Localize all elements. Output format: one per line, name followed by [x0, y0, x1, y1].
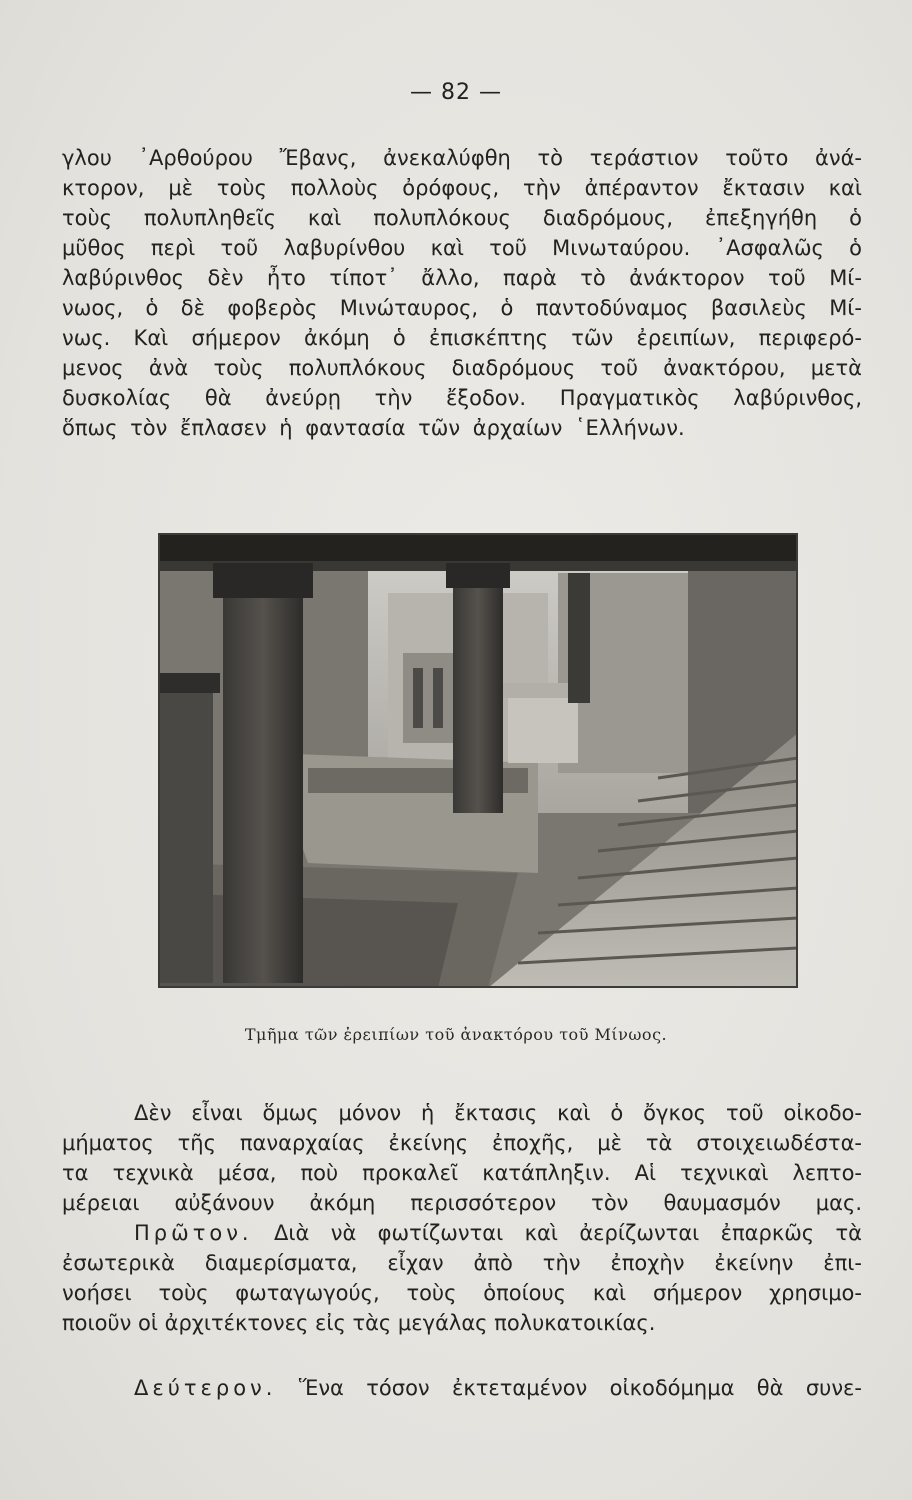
text-line: νοήσει τοὺς φωταγωγούς, τοὺς ὁποίους καὶ σήμερον χρησιμο- [62, 1281, 862, 1305]
figure-caption: Τμῆμα τῶν ἐρειπίων τοῦ ἀνακτόρου τοῦ Μίνωος. [244, 1025, 668, 1044]
text-line: ποιοῦν οἱ ἀρχιτέκτονες εἰς τὰς μεγάλας πολυκατοικίας. [62, 1311, 656, 1335]
lead-word-second: Δεύτερον. [134, 1376, 277, 1400]
page-number: — 82 — [410, 80, 502, 105]
text-line: κτορον, μὲ τοὺς πολλοὺς ὀρόφους, τὴν ἀπέραντον ἔκτασιν καὶ [62, 176, 862, 200]
palace-ruins-illustration [158, 533, 798, 988]
text-fragment: Διὰ νὰ φωτίζωνται καὶ ἀερίζωνται ἐπαρκῶς τὰ [274, 1221, 862, 1245]
text-line: λαβύρινθος δὲν ἦτο τίποτ᾿ ἄλλο, παρὰ τὸ ἀνάκτορον τοῦ Μί- [62, 266, 862, 290]
text-line [62, 1373, 862, 1403]
text-line: μήματος τῆς παναρχαίας ἐκείνης ἐποχῆς, μὲ τὰ στοιχειωδέστα- [62, 1131, 862, 1155]
text-line: ὅπως τὸν ἔπλασεν ἡ φαντασία τῶν ἀρχαίων ῾Ελλήνων. [62, 416, 685, 440]
text-line: δυσκολίας θὰ ἀνεύρῃ τὴν ἔξοδον. Πραγματικὸς λαβύρινθος, [62, 386, 862, 410]
paragraph-second-point [62, 1373, 862, 1403]
text-line [62, 1218, 862, 1248]
text-line: τα τεχνικὰ μέσα, ποὺ προκαλεῖ κατάπληξιν. Αἱ τεχνικαὶ λεπτο- [62, 1161, 862, 1185]
text-line: Δὲν εἶναι ὅμως μόνον ἡ ἔκτασις καὶ ὁ ὄγκος τοῦ οἰκοδο- [134, 1101, 862, 1125]
text-line: νωος, ὁ δὲ φοβερὸς Μινώταυρος, ὁ παντοδύναμος βασιλεὺς Μί- [62, 296, 862, 320]
lead-word-first: Πρῶτον. [134, 1221, 253, 1245]
text-line: τοὺς πολυπληθεῖς καὶ πολυπλόκους διαδρόμους, ἐπεξηγήθη ὁ [62, 206, 862, 230]
text-line: μέρειαι αὐξάνουν ἀκόμη περισσότερον τὸν θαυμασμόν μας. [62, 1191, 862, 1215]
text-fragment: Ἕνα τόσον ἐκτεταμένον οἰκοδόμημα θὰ συνε- [298, 1376, 862, 1400]
text-line: ἐσωτερικὰ διαμερίσματα, εἶχαν ἀπὸ τὴν ἐποχὴν ἐκείνην ἐπι- [62, 1251, 862, 1275]
text-line: νως. Καὶ σήμερον ἀκόμη ὁ ἐπισκέπτης τῶν ἐρειπίων, περιφερό- [62, 326, 862, 350]
paragraph-labyrinth [62, 143, 862, 443]
palace-ruins-photo [158, 533, 798, 988]
paragraph-technical-details [62, 1098, 862, 1338]
text-line: μῦθος περὶ τοῦ λαβυρίνθου καὶ τοῦ Μινωταύρου. ᾿Ασφαλῶς ὁ [62, 236, 862, 260]
text-line: μενος ἀνὰ τοὺς πολυπλόκους διαδρόμους τοῦ ἀνακτόρου, μετὰ [62, 356, 862, 380]
text-line: γλου ᾿Αρθούρου Ἔβανς, ἀνεκαλύφθη τὸ τεράστιον τοῦτο ἀνά- [62, 146, 862, 170]
